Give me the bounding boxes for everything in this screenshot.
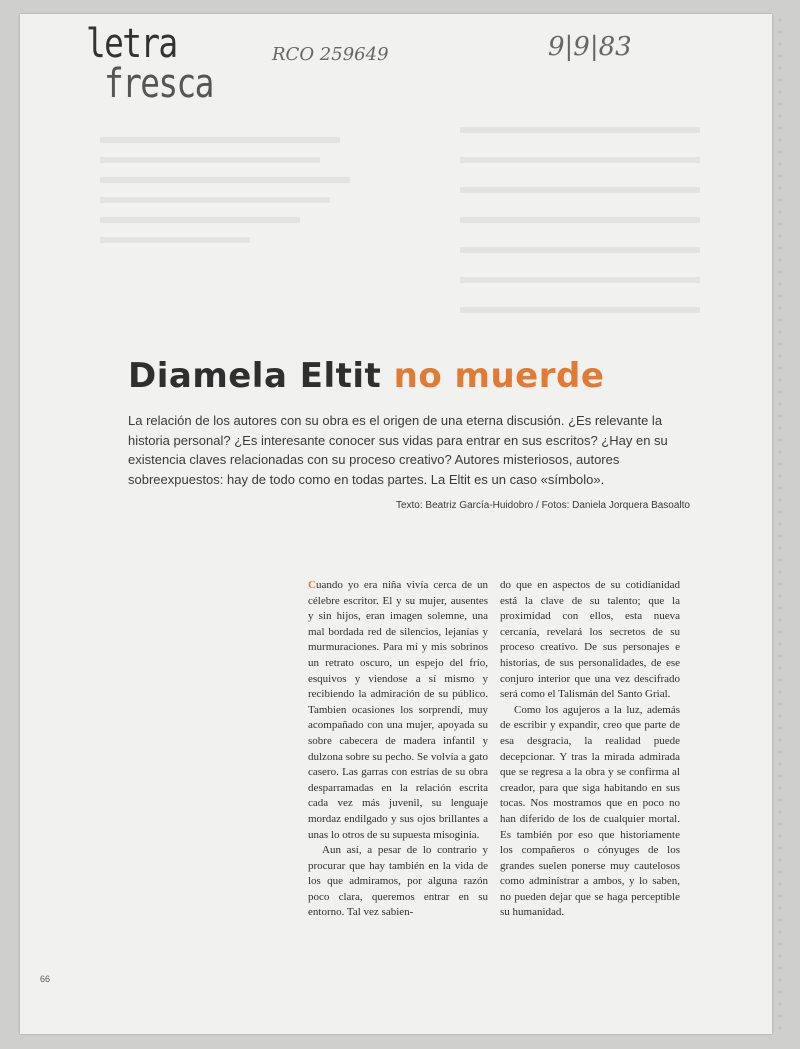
article-credits: Texto: Beatriz García-Huidobro / Fotos: Daniela Jorquera Basoalto — [395, 500, 690, 511]
drop-cap: C — [308, 579, 316, 591]
body-column-right — [500, 578, 680, 921]
article-lead: La relación de los autores con su obra es el origen de una eterna discusión. ¿Es relevante la historia personal? ¿Es interesante conocer sus vidas para entrar en sus escritos? ¿Hay en su existencia claves relacionadas con su proceso creativo? Autores misteriosos, autores sobreexpuestos: hay de todo como en todas partes. La Eltit es un caso «símbolo». — [128, 413, 668, 487]
body-paragraph: Aun así, a pesar de lo contrario y procurar que hay también en la vida de los que admiramos, por alguna razón poco clara, queremos entrar en su entorno. Tal vez sabien- — [308, 844, 488, 919]
body-column-left — [308, 578, 488, 921]
article-title — [128, 356, 604, 396]
page-number: 66 — [40, 974, 51, 984]
article-title-main: Diamela Eltit — [128, 356, 382, 396]
body-paragraph: Cuando yo era niña vivía cerca de un célebre escritor. El y su mujer, ausentes y sin hijos, eran imagen solemne, una mal bordada red de silencios, lejanías y murmuraciones. Para mí y mis sobrinos un retrato oscuro, un espejo del frío, esquivos y viendose a sí mismo y recibiendo la admiración de su público. Tambien ocasiones los sorprendí, muy acompañado con una mujer, apoyada su sobre cabecera de madera infantil y dulzona sobre su pecho. Se volvía a gato casero. Las garras con estrías de su obra desparramadas en la relación escrita cada vez más juvenil, su lenguaje mordaz endilgado y sus ojos brillantes a unas lo otros de su supuesta misoginia. — [308, 579, 488, 841]
handwritten-date: 9|9|83 — [548, 32, 632, 62]
show-through-texture — [100, 120, 720, 340]
body-paragraph: do que en aspectos de su cotidianidad está la clave de su talento; que la proximidad con ellos, esta nueva cercanía, revelará los secretos de su proceso creativo. De sus personajes e historias, de sus personalidades, de ese conjuro interior que una vez descifrado será como el Talismán del Santo Grial. — [500, 579, 680, 701]
body-paragraph: Como los agujeros a la luz, además de escribir y expandir, creo que parte de esa desgracia, la realidad puede decepcionar. Y tras la mirada admirada que se regresa a la obra y se confirma al creador, para que siga habitando en sus tocas. Nos mostramos que en poco no han diferido de los de cualquier mortal. Es también por eso que historiamente los compañeros o cónyuges de los grandes suelen ponerse muy cautelosos como administrar a ambos, y lo saben, no pueden dejar que se haga perceptible su humanidad. — [500, 703, 680, 919]
section-logo — [86, 21, 213, 107]
perforated-edge — [772, 14, 788, 1034]
article-title-accent: no muerde — [393, 356, 605, 396]
section-logo-line2: fresca — [104, 61, 213, 107]
section-logo-line1: letra — [86, 21, 177, 67]
handwritten-archive-code: RCO 259649 — [272, 44, 389, 65]
